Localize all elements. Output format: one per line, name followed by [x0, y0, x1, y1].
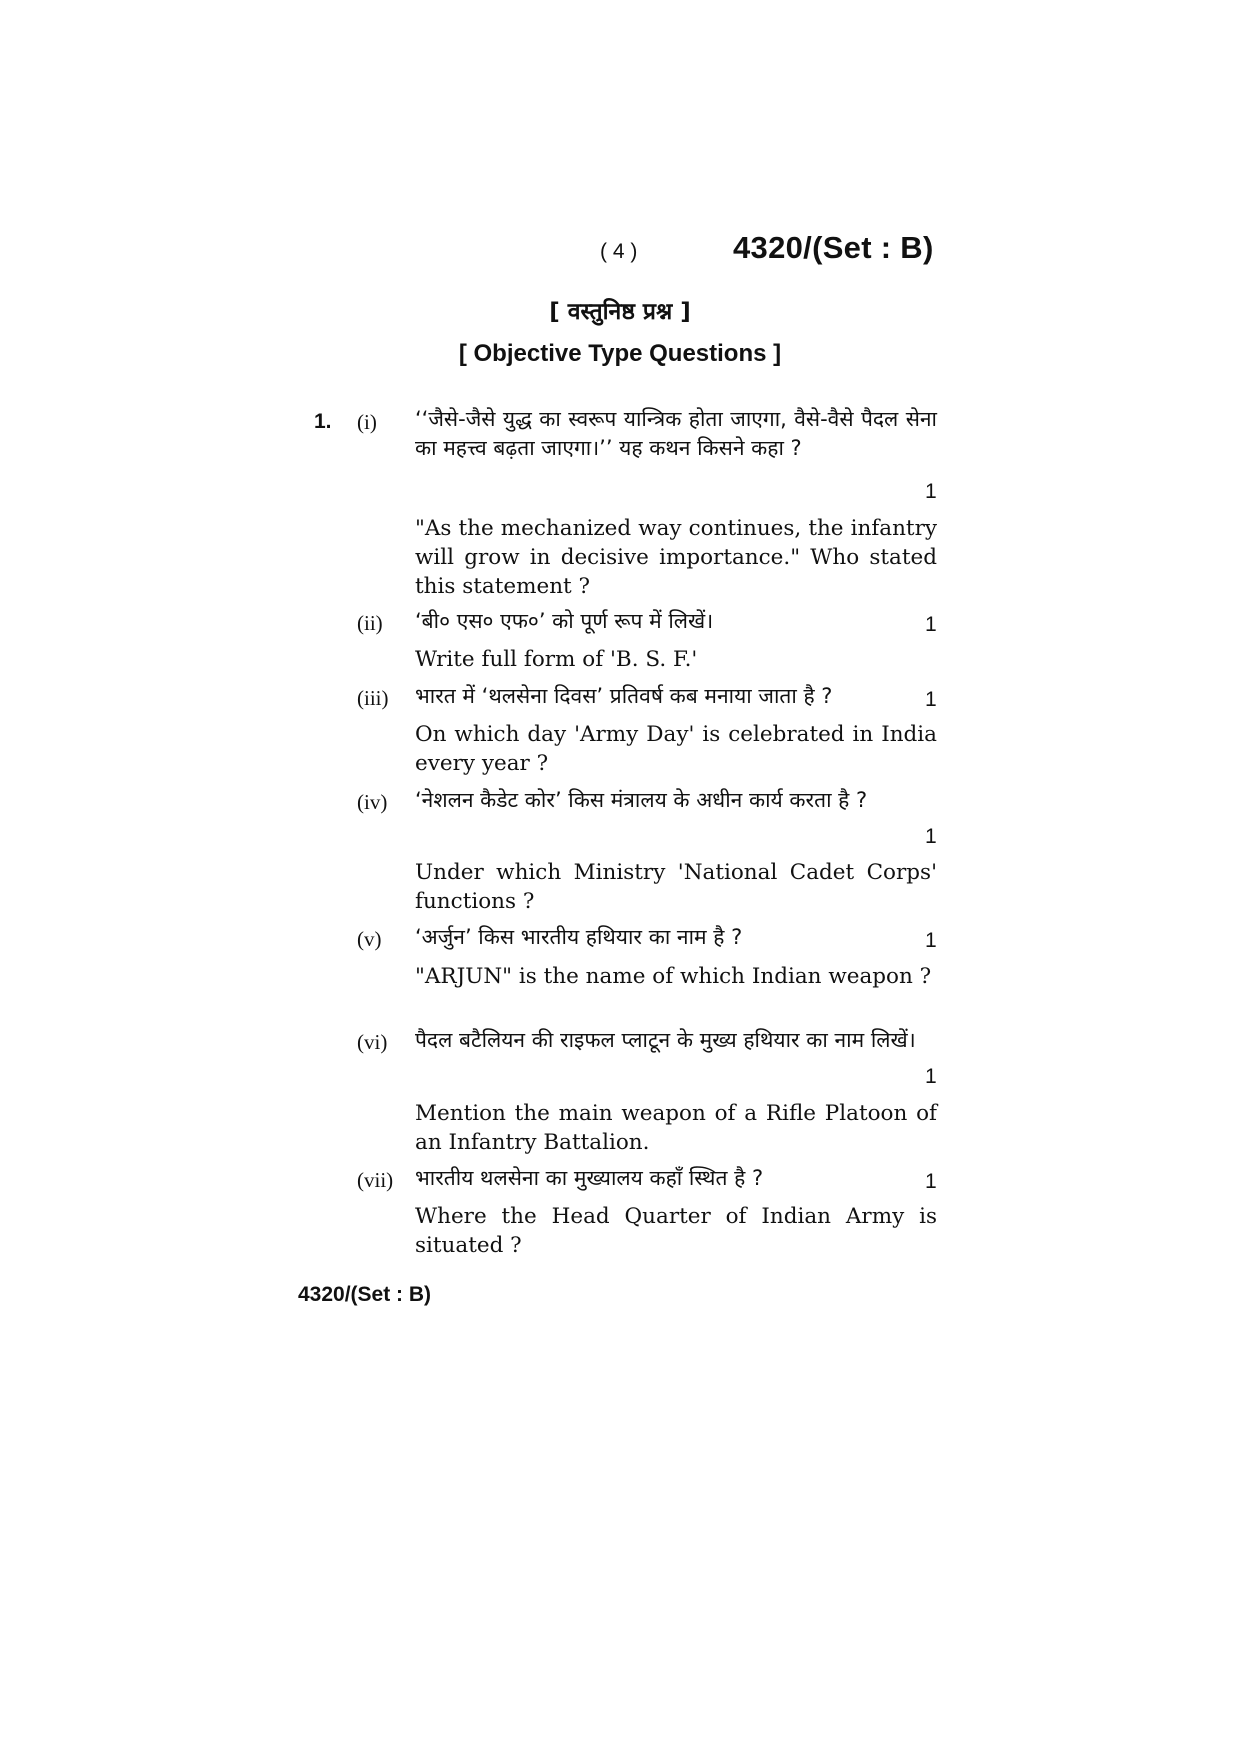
subquestion-label-ii: (ii): [357, 611, 383, 635]
subquestion-iv-hindi: ‘नेशलन कैडेट कोर’ किस मंत्रालय के अधीन कार्य करता है ?: [415, 788, 868, 812]
subquestion-i-hindi: ‘‘जैसे-जैसे युद्ध का स्वरूप यान्त्रिक होता जाएगा, वैसे-वैसे पैदल सेना का महत्त्व बढ़ता जाएगा।’’ यह कथन किसने कहा ?: [415, 407, 937, 460]
question-number: 1.: [314, 410, 332, 433]
subquestion-label-vi: (vi): [357, 1030, 388, 1054]
page-number: ( 4 ): [600, 240, 638, 263]
subquestion-v-hindi: ‘अर्जुन’ किस भारतीय हथियार का नाम है ?: [415, 925, 743, 949]
subquestion-iii-marks: 1: [925, 688, 937, 711]
subquestion-i-english: "As the mechanized way continues, the infantry will grow in decisive importance." Who stated this statement ?: [415, 516, 937, 599]
subquestion-vi-hindi: पैदल बटैलियन की राइफल प्लाटून के मुख्य हथियार का नाम लिखें।: [415, 1028, 916, 1052]
section-title-hindi-text: [ वस्तुनिष्ठ प्रश्न ]: [549, 299, 691, 325]
subquestion-ii-marks: 1: [925, 613, 937, 636]
subquestion-iii-hindi: भारत में ‘थलसेना दिवस’ प्रतिवर्ष कब मनाया जाता है ?: [415, 684, 833, 708]
subquestion-vi-english: Mention the main weapon of a Rifle Platoon of an Infantry Battalion.: [415, 1101, 937, 1155]
section-title-english: [ Objective Type Questions ]: [458, 340, 782, 367]
subquestion-label-iv: (iv): [357, 790, 388, 814]
subquestion-ii-english: Write full form of 'B. S. F.': [415, 647, 698, 672]
subquestion-label-i: (i): [357, 410, 377, 434]
subquestion-vii-english: Where the Head Quarter of Indian Army is situated ?: [415, 1204, 937, 1258]
subquestion-v-english: "ARJUN" is the name of which Indian weapon ?: [415, 964, 932, 989]
subquestion-vi-marks: 1: [925, 1065, 937, 1088]
paper-code-footer: 4320/(Set : B): [298, 1283, 432, 1306]
subquestion-iii-english: On which day 'Army Day' is celebrated in India every year ?: [415, 722, 937, 776]
subquestion-label-v: (v): [357, 927, 382, 951]
subquestion-iv-marks: 1: [925, 825, 937, 848]
subquestion-i-marks: 1: [925, 480, 937, 503]
subquestion-iv-english: Under which Ministry 'National Cadet Corps' functions ?: [415, 860, 937, 914]
subquestion-vii-marks: 1: [925, 1170, 937, 1193]
subquestion-label-iii: (iii): [357, 686, 389, 710]
paper-code-header: 4320/(Set : B): [733, 230, 934, 265]
subquestion-label-vii: (vii): [357, 1168, 394, 1192]
section-title-hindi: [0, 294, 1240, 326]
subquestion-v-marks: 1: [925, 929, 937, 952]
subquestion-ii-hindi: ‘बी० एस० एफ०’ को पूर्ण रूप में लिखें।: [415, 609, 714, 633]
subquestion-vii-hindi: भारतीय थलसेना का मुख्यालय कहाँ स्थित है ?: [415, 1166, 764, 1190]
